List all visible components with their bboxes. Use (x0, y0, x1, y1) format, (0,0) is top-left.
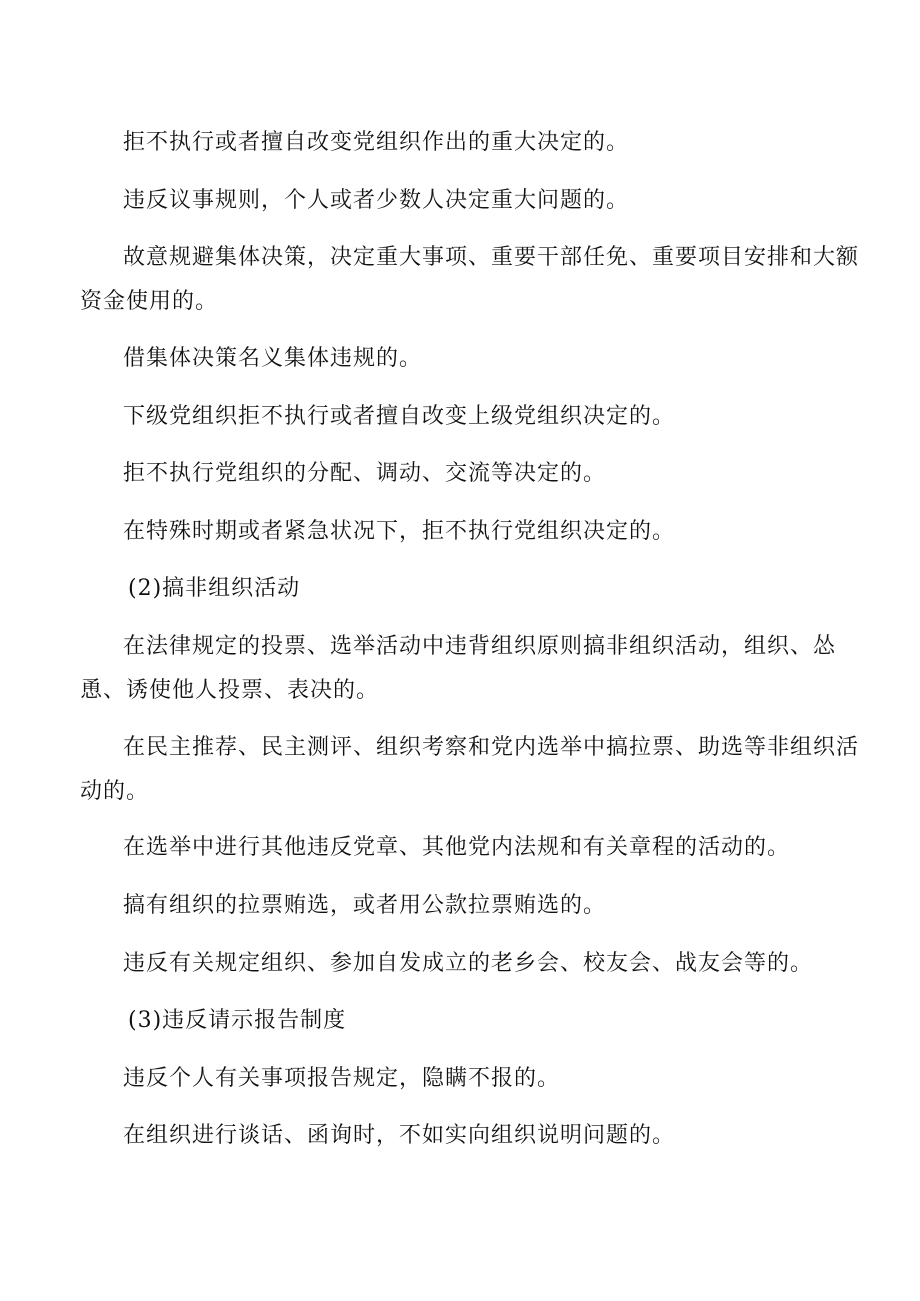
paragraph-line: 在选举中进行其他违反党章、其他党内法规和有关章程的活动的。 (123, 835, 791, 860)
paragraph-5 (0, 395, 920, 439)
section-heading-3 (0, 999, 920, 1043)
paragraph-line: 拒不执行或者擅自改变党组织作出的重大决定的。 (123, 130, 630, 155)
section-heading-line: (2)搞非组织活动 (128, 576, 301, 601)
paragraph-14 (0, 1114, 920, 1158)
paragraph-line: 违反个人有关事项报告规定，隐瞒不报的。 (123, 1066, 561, 1091)
paragraph-2 (0, 179, 920, 223)
paragraph-line: 违反议事规则，个人或者少数人决定重大问题的。 (123, 188, 630, 213)
paragraph-line: 搞有组织的拉票贿选，或者用公款拉票贿选的。 (123, 893, 607, 918)
paragraph-line: 故意规避集体决策，决定重大事项、重要干部任免、重要项目安排和大额 (123, 245, 860, 270)
paragraph-line: 恿、诱使他人投票、表决的。 (80, 678, 380, 703)
paragraph-8 (0, 625, 920, 713)
paragraph-line: 资金使用的。 (80, 289, 219, 314)
paragraph-3 (0, 236, 920, 324)
section-heading-line: (3)违反请示报告制度 (128, 1008, 347, 1033)
paragraph-6 (0, 452, 920, 496)
paragraph-line: 动的。 (80, 779, 150, 804)
paragraph-9 (0, 726, 920, 814)
paragraph-line: 下级党组织拒不执行或者擅自改变上级党组织决定的。 (123, 404, 676, 429)
paragraph-12 (0, 942, 920, 986)
paragraph-10 (0, 826, 920, 870)
paragraph-line: 拒不执行党组织的分配、调动、交流等决定的。 (123, 461, 607, 486)
paragraph-11 (0, 884, 920, 928)
paragraph-line: 违反有关规定组织、参加自发成立的老乡会、校友会、战友会等的。 (123, 951, 814, 976)
paragraph-line: 在法律规定的投票、选举活动中违背组织原则搞非组织活动，组织、怂 (123, 634, 837, 659)
paragraph-7 (0, 510, 920, 554)
paragraph-line: 借集体决策名义集体违规的。 (123, 346, 423, 371)
section-heading-2 (0, 567, 920, 611)
paragraph-13 (0, 1057, 920, 1101)
paragraph-line: 在民主推荐、民主测评、组织考察和党内选举中搞拉票、助选等非组织活 (123, 735, 860, 760)
paragraph-1 (0, 121, 920, 165)
paragraph-line: 在特殊时期或者紧急状况下，拒不执行党组织决定的。 (123, 519, 676, 544)
paragraph-4 (0, 337, 920, 381)
paragraph-line: 在组织进行谈话、函询时，不如实向组织说明问题的。 (123, 1123, 676, 1148)
